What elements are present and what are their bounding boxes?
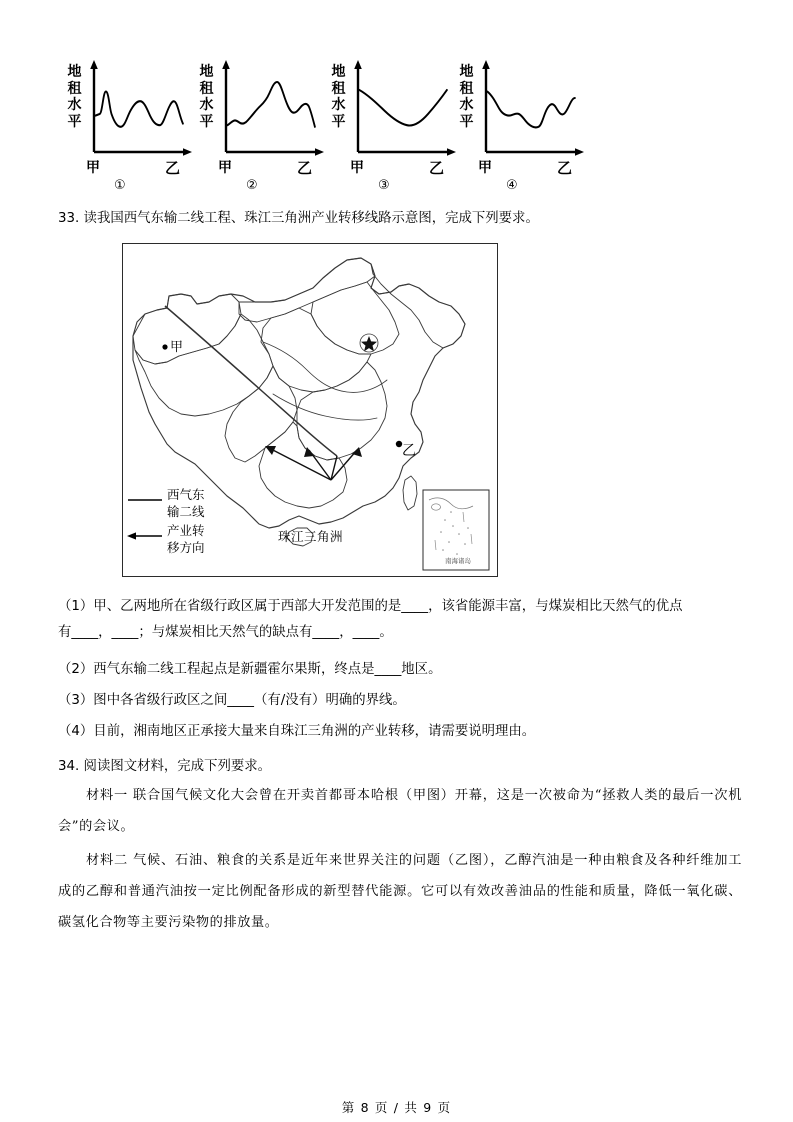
chart-y-axis-label: 地租水平 [331,64,346,130]
legend-transfer-label-line1: 产业转 [167,523,205,538]
gas-pipeline-route [165,306,337,456]
province-border-northeast [371,264,465,348]
map-inset-label: 南海诸岛 [445,557,471,565]
chart-x-end-label: 乙 [297,159,313,177]
province-border-tibet [135,314,273,416]
left-arrow-icon [127,530,163,542]
chart-y-axis-label: 地租水平 [67,64,82,130]
chart-x-start-label: 甲 [350,160,364,176]
china-map-figure [122,243,498,577]
chart-plot-4 [474,60,586,164]
pipeline-line-icon [127,494,163,506]
question-33-4: （4）目前，湘南地区正承接大量来自珠江三角洲的产业转移，请需要说明理由。 [58,724,536,739]
chart-curve-1 [95,92,182,127]
province-border-sichuan-yunnan [225,366,297,462]
legend-item-pipeline [127,487,245,524]
legend-pipeline-label-line2: 输二线 [167,503,205,519]
chart-index-label-2: ② [246,178,258,193]
legend-transfer-label-line2: 移方向 [167,539,205,555]
map-label-yi: 乙 [402,443,416,459]
chart-index-label-1: ① [114,178,126,193]
question-33-1-line2: 有____，____；与煤炭相比天然气的缺点有____，____。 [58,625,393,640]
province-border-southeast [297,362,387,460]
legend-item-transfer [127,523,245,560]
chart-index-label-3: ③ [378,178,390,193]
taiwan-island [403,476,417,510]
chart-x-start-label: 甲 [86,160,100,176]
chart-x-start-label: 甲 [478,160,492,176]
chart-curve-3 [359,90,447,126]
chart-y-axis-label: 地租水平 [199,64,214,130]
question-33-2: （2）西气东输二线工程起点是新疆霍尔果斯，终点是____地区。 [58,662,442,677]
rent-level-chart-group [58,56,598,202]
legend-pipeline-label-line1: 西气东 [167,487,205,502]
map-legend [127,487,245,560]
capital-star-marker [360,334,378,352]
river-yellow [263,342,387,392]
chart-plot-2 [214,60,326,164]
river-yangtze [273,394,377,420]
industry-transfer-arrows [265,446,362,480]
chart-index-label-4: ④ [506,178,518,193]
chart-cell-4 [458,56,586,202]
chart-curve-2 [227,82,315,127]
chart-x-start-label: 甲 [218,160,232,176]
chart-cell-2 [198,56,326,202]
chart-x-end-label: 乙 [429,159,445,177]
question-33-stem: 33. 读我国西气东输二线工程、珠江三角洲产业转移线路示意图，完成下列要求。 [58,211,539,226]
chart-cell-3 [330,56,458,202]
question-33-1-line1: （1）甲、乙两地所在省级行政区属于西部大开发范围的是____，该省能源丰富，与煤炭相比天然气的优点 [58,599,683,614]
question-34-material-2: 材料二 气候、石油、粮食的关系是近年来世界关注的问题（乙图），乙醇汽油是一种由粮食及各种纤维加工成的乙醇和普通汽油按一定比例配备形成的新型替代能源。它可以有效改善油品的性能和质量，降低一氧化碳、碳氢化合物等主要污染物的排放量。 [58,853,742,930]
question-34-material-1: 材料一 联合国气候文化大会曾在开卖首都哥本哈根（甲图）开幕，这是一次被命为“拯救人类的最后一次机会”的会议。 [58,788,742,834]
point-marker-jia [162,344,167,349]
map-label-jia: 甲 [170,340,184,355]
chart-y-axis-label: 地租水平 [459,64,474,130]
chart-cell-1 [66,56,194,202]
map-label-pearl-river-delta: 珠江三角洲 [278,529,344,544]
province-border-central-china [261,308,371,392]
question-33-3: （3）图中各省级行政区之间____（有/没有）明确的界线。 [58,693,406,708]
chart-curve-4 [487,92,575,128]
chart-x-end-label: 乙 [557,159,573,177]
chart-plot-3 [346,60,458,164]
chart-x-end-label: 乙 [165,159,181,177]
question-34-stem: 34. 阅读图文材料，完成下列要求。 [58,759,272,774]
page-footer: 第 8 页 / 共 9 页 [341,1100,452,1115]
chart-plot-1 [82,60,194,164]
